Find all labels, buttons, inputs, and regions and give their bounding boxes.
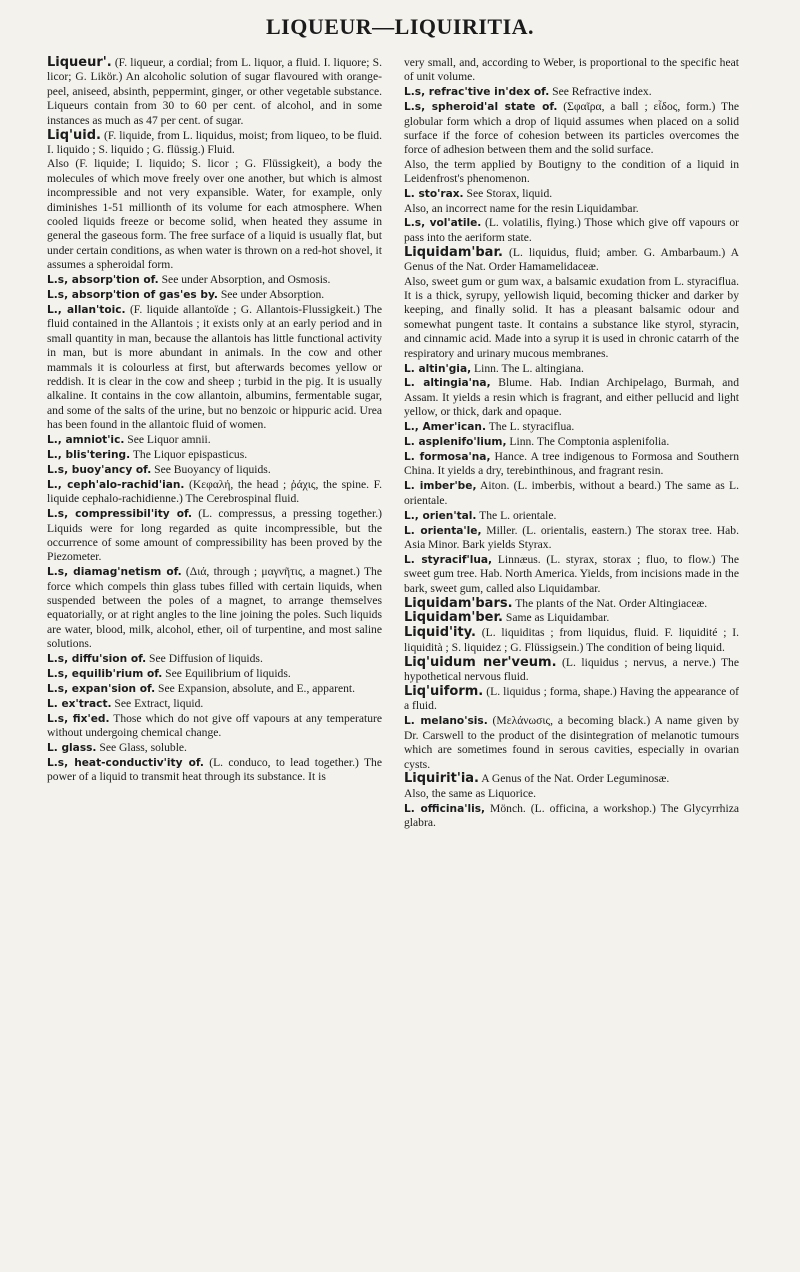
dictionary-entry xyxy=(404,553,739,596)
entry-definition: See Liquor amnii. xyxy=(124,433,211,447)
dictionary-entry xyxy=(47,288,382,302)
entry-headword: L.s, buoy'ancy of. xyxy=(47,463,152,476)
entry-headword: Liq'uid. xyxy=(47,127,101,143)
entry-headword: L., blis'tering. xyxy=(47,448,131,461)
dictionary-entry xyxy=(47,478,382,507)
dictionary-entry xyxy=(47,448,382,462)
dictionary-entry xyxy=(404,509,739,523)
entry-headword: L. orienta'le, xyxy=(404,524,482,537)
entry-headword: Liq'uiform. xyxy=(404,683,484,699)
dictionary-entry xyxy=(404,100,739,186)
dictionary-entry xyxy=(404,376,739,419)
dictionary-entry xyxy=(47,741,382,755)
entry-definition: (L. liquidus ; nervus, a nerve.) The hypothetical nervous fluid. xyxy=(404,655,739,684)
entry-definition: (F. liqueur, a cordial; from L. liquor, a fluid. I. liquore; S. licor; G. Likör.) An alcoholic solution of sugar flavoured with orange-peel, aniseed, absinth, peppermint, ginger, or other vegetable substance. Liqueurs contain from 30 to 60 per cent. of alcohol, and in some instances as much as 47 per cent. of sugar. xyxy=(47,56,382,127)
entry-definition: (L. volatilis, flying.) Those which give off vapours or pass into the aeriform state. xyxy=(404,216,739,244)
dictionary-entry xyxy=(404,611,739,625)
dictionary-entry xyxy=(404,187,739,216)
entry-definition: The L. orientale. xyxy=(476,508,557,522)
entry-definition: (L. liquidus, fluid; amber. G. Ambarbaum.) A Genus of the Nat. Order Hamamelidaceæ. Also, sweet gum or gum wax, a balsamic exudation from L. styraciflua. It is a thick, syrupy, yellowish liquid, becoming thicker and darker by keeping, and finally solid. It has a pleasant balsamic odour and somewhat pungent taste. It contains a substance like styrol, styracin, and cinnamic acid. Made into a syrup it is used in chronic catarrh of the respiratory and urinary mucous membranes. xyxy=(404,245,739,360)
dictionary-entry xyxy=(404,362,739,376)
entry-headword: Liquirit'ia. xyxy=(404,771,479,787)
entry-headword: Liquid'ity. xyxy=(404,625,476,641)
entry-definition: Blume. Hab. Indian Archipelago, Burmah, and Assam. It yields a resin which is fragrant, and either pellucid and light yellow, or thick, dark and opaque. xyxy=(404,376,739,419)
dictionary-entry xyxy=(47,652,382,666)
entry-headword: Liquidam'bar. xyxy=(404,244,503,260)
entry-definition: See Diffusion of liquids. xyxy=(146,652,263,666)
entry-definition: (F. liquide, from L. liquidus, moist; from liqueo, to be fluid. I. liquido ; S. liquido ; G. flüssig.) Fluid. Also (F. liquide; I. liquido; S. licor ; G. Flüssigkeit), a body the molecules of which move freely over one another, but which is almost incompressible and not very expansible. Water, for example, only diminishes 1-51 millionth of its volume for each atmosphere. When cooled liquids freeze or become solid, when heated they assume in general the gaseous form. The free surface of a liquid is usually flat, but under certain conditions, as when water is thrown on a red-hot shovel, it assumes a spheroidal form. xyxy=(47,128,382,272)
dictionary-entry xyxy=(47,273,382,287)
entry-headword: Liq'uidum ner'veum. xyxy=(404,654,557,670)
entry-definition: Linn. The Comptonia asplenifolia. xyxy=(506,435,670,449)
entry-definition: The plants of the Nat. Order Altingiaceæ. xyxy=(512,596,708,610)
entry-headword: L., allan'toic. xyxy=(47,303,126,316)
entry-definition: (Κεφαλή, the head ; ῥάχις, the spine. F. liquide cephalo-rachidienne.) The Cerebrospinal fluid. xyxy=(47,477,383,506)
dictionary-entry xyxy=(404,626,739,655)
entry-definition: The Liquor epispasticus. xyxy=(130,447,248,461)
entry-definition: Linnæus. (L. styrax, storax ; fluo, to flow.) The sweet gum tree. Hab. North America. Yields, from incisions made in the bark, sweet gum, called also Liquidambar. xyxy=(404,552,739,595)
entry-definition: (Διά, through ; μαγνῆτις, a magnet.) The force which compels thin glass tubes filled with certain liquids, when suspended between the poles of a magnet, to arrange themselves equatorially, or at right angles to the line joining the poles. Such liquids are water, blood, milk, alcohol, ether, oil of turpentine, and most saline solutions. xyxy=(47,565,382,651)
entry-headword: L.s, fix'ed. xyxy=(47,712,110,725)
dictionary-entry xyxy=(47,433,382,447)
entry-definition: See Equilibrium of liquids. xyxy=(162,667,291,681)
entry-headword: L., Amer'ican. xyxy=(404,421,487,434)
entry-definition: (L. liquidus ; forma, shape.) Having the appearance of a fluid. xyxy=(404,684,739,713)
entry-definition: (L. compressus, a pressing together.) Liquids were for long regarded as quite incompressible, but the occurrence of some amount of compressibility has been proved by the Piezometer. xyxy=(47,507,382,564)
entry-headword: L.s, absorp'tion of. xyxy=(47,274,159,287)
entry-headword: L.s, diffu'sion of. xyxy=(47,653,147,666)
entry-headword: L. asplenifo'lium, xyxy=(404,436,507,449)
dictionary-entry xyxy=(47,697,382,711)
dictionary-entry xyxy=(404,772,739,801)
dictionary-entry xyxy=(47,667,382,681)
dictionary-entry xyxy=(47,682,382,696)
entry-headword: L. imber'be, xyxy=(404,480,477,493)
entry-headword: L.s, equilib'rium of. xyxy=(47,668,163,681)
entry-headword: Liquidam'bars. xyxy=(404,595,513,611)
entry-definition: (L. liquiditas ; from liquidus, fluid. F. liquidité ; I. liquidità ; S. liquidez ; G. Flüssigsein.) The condition of being liquid. xyxy=(404,626,739,654)
dictionary-entry xyxy=(404,685,739,714)
entry-headword: L.s, absorp'tion of gas'es by. xyxy=(47,289,218,301)
entry-definition: See Expansion, absolute, and E., apparent. xyxy=(155,681,356,695)
dictionary-entry xyxy=(404,216,739,245)
entry-headword: L.s, heat-conductiv'ity of. xyxy=(47,757,204,769)
entry-headword: L. sto'rax. xyxy=(404,188,464,201)
dictionary-entry xyxy=(404,656,739,685)
dictionary-entry xyxy=(47,129,382,273)
entry-headword: L.s, compressibil'ity of. xyxy=(47,508,193,521)
right-column xyxy=(404,56,739,831)
dictionary-entry xyxy=(404,802,739,831)
entry-headword: L. melano'sis. xyxy=(404,715,488,728)
dictionary-entry xyxy=(404,524,739,553)
entry-definition: (L. conduco, to lead together.) The power of a liquid to transmit heat through its substance. It is xyxy=(47,756,383,784)
entry-headword: L., orien'tal. xyxy=(404,509,477,522)
entry-definition: Hance. A tree indigenous to Formosa and Southern China. It yields a dry, terebinthinous, and fragrant resin. xyxy=(404,449,739,478)
entry-headword: Liquidam'ber. xyxy=(404,610,503,626)
dictionary-entry xyxy=(404,246,739,361)
dictionary-entry xyxy=(404,435,739,449)
entry-headword: Liqueur'. xyxy=(47,55,112,70)
entry-definition: See Storax, liquid. Also, an incorrect name for the resin Liquidambar. xyxy=(404,187,639,215)
entry-definition: Miller. (L. orientalis, eastern.) The storax tree. Hab. Asia Minor. Bark yields Styrax. xyxy=(404,523,740,551)
running-header: LIQUEUR—LIQUIRITIA. xyxy=(265,14,535,39)
dictionary-entry xyxy=(404,420,739,434)
left-column xyxy=(47,56,382,785)
dictionary-entry xyxy=(47,712,382,741)
entry-headword: L. officina'lis, xyxy=(404,802,486,815)
entry-headword: L. styracif'lua, xyxy=(404,553,493,566)
entry-headword: L., amniot'ic. xyxy=(47,434,125,447)
entry-headword: L. altin'gia, xyxy=(404,362,472,375)
entry-headword: L.s, spheroid'al state of. xyxy=(404,101,558,114)
entry-headword: L. ex'tract. xyxy=(47,697,112,710)
dictionary-entry xyxy=(47,463,382,477)
dictionary-entry xyxy=(47,565,382,651)
entry-definition: See under Absorption, and Osmosis. xyxy=(158,273,331,287)
entry-definition: Those which do not give off vapours at any temperature without undergoing chemical change. xyxy=(47,711,382,740)
entry-definition: Aiton. (L. imberbis, without a beard.) The same as L. orientale. xyxy=(404,479,739,507)
entry-headword: L.s, expan'sion of. xyxy=(47,682,156,695)
dictionary-entry xyxy=(404,85,739,99)
entry-definition: (F. liquide allantoïde ; G. Allantois-Flussigkeit.) The fluid contained in the Allantois ; it exists only at an early period and in small quantity in man, because the allantois has little functional activity in man, but is more abundant in animals. In the cow and other mammals it is colourless at first, but afterwards becomes yellow or reddish. It is clear in the cow and sheep ; turbid in the pig. It is usually alkaline. It contains in the cow allantoin, albumins, fermentable sugar, and some of the salts of the urine, but no benzoic or hippuric acid. Urea has been found in the allantoic fluid of women. xyxy=(47,302,382,432)
entry-definition: See Extract, liquid. xyxy=(111,696,204,710)
entry-headword: L.s, diamag'netism of. xyxy=(47,566,182,579)
dictionary-entry xyxy=(404,450,739,479)
dictionary-entry xyxy=(47,756,382,785)
entry-definition: The L. styraciflua. xyxy=(486,420,575,434)
entry-headword: L. formosa'na, xyxy=(404,450,491,463)
entry-headword: L. glass. xyxy=(47,742,97,755)
entry-headword: L. altingia'na, xyxy=(404,377,491,390)
dictionary-entry xyxy=(404,479,739,508)
dictionary-entry xyxy=(404,597,739,611)
entry-headword: L.s, refrac'tive in'dex of. xyxy=(404,86,550,99)
entry-headword: L.s, vol'atile. xyxy=(404,217,482,230)
dictionary-entry xyxy=(404,714,739,772)
entry-definition: See Glass, soluble. xyxy=(96,741,187,755)
dictionary-entry xyxy=(47,507,382,565)
entry-headword: L., ceph'alo-rachid'ian. xyxy=(47,478,185,491)
dictionary-entry xyxy=(47,303,382,433)
dictionary-entry xyxy=(47,56,382,128)
entry-definition: See Buoyancy of liquids. xyxy=(151,462,271,476)
entry-definition: (Σφαῖρα, a ball ; εἶδος, form.) The globular form which a drop of liquid assumes when placed on a solid surface if the force of cohesion between its particles overcomes the force of adhesion between them and the solid surface. Also, the term applied by Boutigny to the condition of a liquid in Leidenfrost's phenomenon. xyxy=(404,100,740,186)
entry-definition: A Genus of the Nat. Order Leguminosæ. Also, the same as Liquorice. xyxy=(404,772,670,800)
entry-definition: See under Absorption. xyxy=(217,288,325,301)
entry-definition: Same as Liquidambar. xyxy=(502,611,610,625)
entry-definition: See Refractive index. xyxy=(549,85,652,99)
entry-definition: (Μελάνωσις, a becoming black.) A name given by Dr. Carswell to the product of the disintegration of melanotic tumours which are sometimes found in serous cavities, especially in ovarian cysts. xyxy=(404,714,739,771)
entry-definition: Linn. The L. altingiana. xyxy=(471,361,584,375)
dictionary-entry xyxy=(404,56,739,85)
entry-definition: very small, and, according to Weber, is proportional to the specific heat of unit volume. xyxy=(404,56,739,84)
entry-definition: Mönch. (L. officina, a workshop.) The Glycyrrhiza glabra. xyxy=(404,801,739,830)
